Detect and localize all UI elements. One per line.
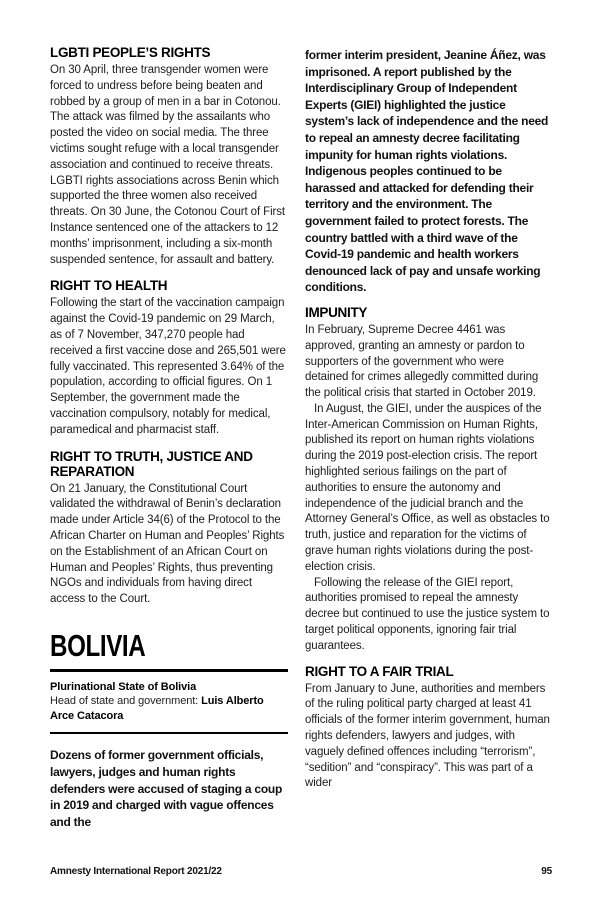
head-of-state-name: Luis Alberto Arce Catacora bbox=[50, 695, 264, 722]
section-paragraph: On 21 January, the Constitutional Court validated the withdrawal of Benin’s declaration made under Article 34(6) of the Protocol to the African Charter on Human and Peoples’ Rights on the Establishment of an African Court on Human and Peoples’ Rights, thus preventing NGOs and individuals from having direct access to the Court. bbox=[50, 482, 285, 606]
section-paragraph: Following the release of the GIEI report, authorities promised to repeal the amnesty decree but continued to use the justice system to target political opponents, ignoring fair trial guarantees. bbox=[305, 576, 550, 652]
country-info bbox=[50, 680, 288, 724]
section-lgbti-peoples-rights bbox=[50, 45, 288, 268]
section-paragraph: In August, the GIEI, under the auspices of the Inter-American Commission on Human Rights, published its report on human rights violations during the 2019 post-election crisis. The report highlighted serious failings on the part of authorities to ensure the autonomy and independence of the judicial branch and the Attorney General’s Office, as well as obstacles to truth, justice and reparation for the victims of grave human rights violations during the post-election crisis. bbox=[305, 402, 550, 573]
footer-report-title: Amnesty International Report 2021/22 bbox=[50, 866, 222, 877]
country-header-bolivia bbox=[50, 629, 288, 830]
section-heading: RIGHT TO A FAIR TRIAL bbox=[305, 663, 454, 679]
section-heading: RIGHT TO HEALTH bbox=[50, 278, 168, 294]
country-official-name: Plurinational State of Bolivia bbox=[50, 680, 197, 693]
horizontal-rule-thin bbox=[50, 732, 288, 734]
section-right-to-a-fair-trial bbox=[305, 664, 550, 793]
section-impunity bbox=[305, 305, 550, 655]
section-heading: RIGHT TO TRUTH, JUSTICE AND REPARATION bbox=[50, 448, 253, 479]
country-summary-continuation: former interim president, Jeanine Áñez, was imprisoned. A report published by the Interdisciplinary Group of Independent Experts (GIEI) highlighted the justice system’s lack of independence and the need to repeal an amnesty decree facilitating impunity for human rights violations. Indigenous peoples continued to be harassed and attacked for defending their territory and the environment. The government failed to protect forests. The country battled with a third wave of the Covid-19 pandemic and health workers denounced lack of pay and unsafe working conditions. bbox=[305, 48, 549, 295]
left-column bbox=[50, 45, 288, 830]
right-column bbox=[305, 45, 550, 830]
country-title: BOLIVIA bbox=[50, 627, 146, 663]
section-heading: LGBTI PEOPLE’S RIGHTS bbox=[50, 45, 211, 60]
two-column-layout bbox=[50, 45, 550, 830]
section-paragraph: From January to June, authorities and members of the ruling political party charged at least 41 officials of the former interim government, human rights defenders, lawyers and judges, with vaguely defined offences including “terrorism”, “sedition” and “conspiracy”. This was part of a wider bbox=[305, 682, 550, 790]
section-paragraph: In February, Supreme Decree 4461 was approved, granting an amnesty or pardon to supporters of the government who were detained for crimes allegedly committed during the political crisis that started in October 2019. bbox=[305, 323, 539, 400]
section-heading: IMPUNITY bbox=[305, 304, 368, 320]
horizontal-rule-thick bbox=[50, 669, 288, 672]
section-paragraph: Following the start of the vaccination campaign against the Covid-19 pandemic on 29 March, as of 7 November, 347,270 people had received a first vaccine dose and 265,501 were fully vaccinated. This represented 3.64% of the population, according to official figures. On 1 September, the government made the vaccination compulsory, notably for medical, paramedical and pharmacist staff. bbox=[50, 297, 286, 436]
page-footer bbox=[50, 866, 552, 877]
footer-page-number: 95 bbox=[541, 866, 552, 877]
section-paragraph: On 30 April, three transgender women were forced to undress before being beaten and robbed by a group of men in a bar in Cotonou. The attack was filmed by the assailants who posted the video on social media. The three victims sought refuge with a local transgender association and continued to receive threats. LGBTI rights associations across Benin which supported the three women also received threats. On 30 June, the Cotonou Court of First Instance sentenced one of the attackers to 12 months’ imprisonment, including a six-month suspended sentence, for assault and battery. bbox=[50, 64, 286, 266]
head-of-state-label: Head of state and government: bbox=[50, 695, 202, 708]
head-of-state-line bbox=[50, 694, 288, 723]
country-summary-intro: Dozens of former government officials, lawyers, judges and human rights defenders were accused of staging a coup in 2019 and charged with vague offences and the bbox=[50, 748, 283, 829]
section-right-to-truth-justice-reparation bbox=[50, 449, 288, 608]
section-right-to-health bbox=[50, 278, 288, 438]
